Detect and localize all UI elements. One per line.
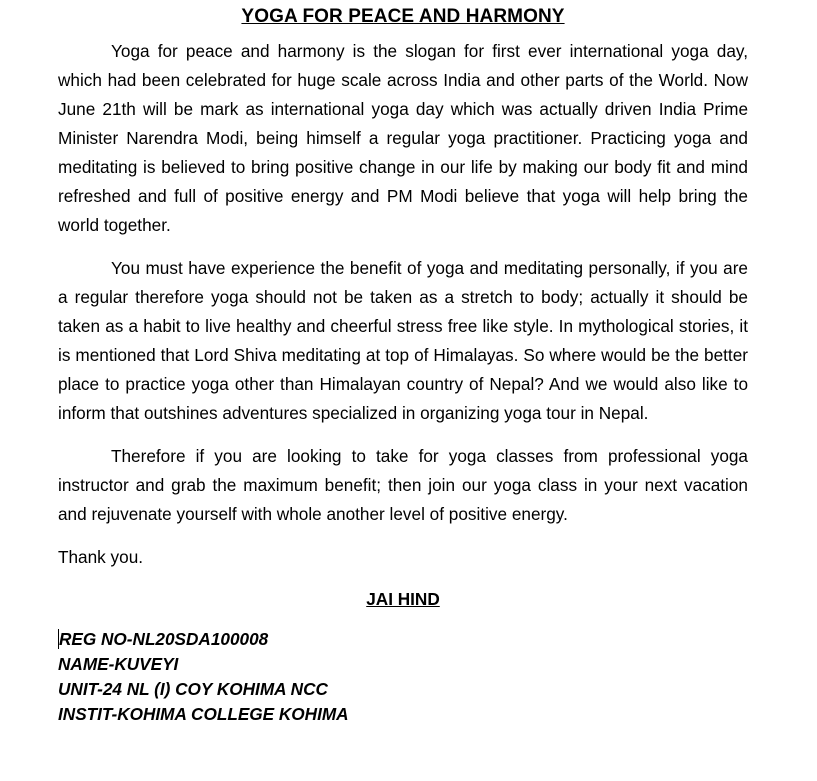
closing-text: Thank you. [58,547,144,567]
paragraph-2: You must have experience the benefit of yoga and meditating personally, if you are a regular therefore yoga should not be taken as a stretch to body; actually it should be taken as a habit to live healthy and cheerful stress free like style. In mythological stories, it is mentioned that Lord Shiva meditating at top of Himalayas. So where would be the better place to practice yoga other than Himalayan country of Nepal? And we would also like to inform that outshines adventures specialized in organizing yoga tour in Nepal. [58,258,748,423]
signature-block [58,627,748,727]
signature-institute: INSTIT-KOHIMA COLLEGE KOHIMA [58,704,349,724]
signature-reg-no: REG NO-NL20SDA100008 [59,629,269,649]
document-title: YOGA FOR PEACE AND HARMONY [241,6,565,27]
paragraph-3: Therefore if you are looking to take for yoga classes from professional yoga instructor and grab the maximum benefit; then join our yoga class in your next vacation and rejuvenate yourself with whole another level of positive energy. [58,446,748,524]
paragraph-1: Yoga for peace and harmony is the slogan for first ever international yoga day, which had been celebrated for huge scale across India and other parts of the World. Now June 21th will be mark as international yoga day which was actually driven India Prime Minister Narendra Modi, being himself a regular yoga practitioner. Practicing yoga and meditating is believed to bring positive change in our life by making our body fit and mind refreshed and full of positive energy and PM Modi believe that yoga will help bring the world together. [58,41,748,235]
document-page [58,0,748,727]
slogan-heading: JAI HIND [366,589,440,609]
signature-reg-line[interactable] [58,627,748,652]
signature-unit: UNIT-24 NL (I) COY KOHIMA NCC [58,679,328,699]
signature-name: NAME-KUVEYI [58,654,179,674]
